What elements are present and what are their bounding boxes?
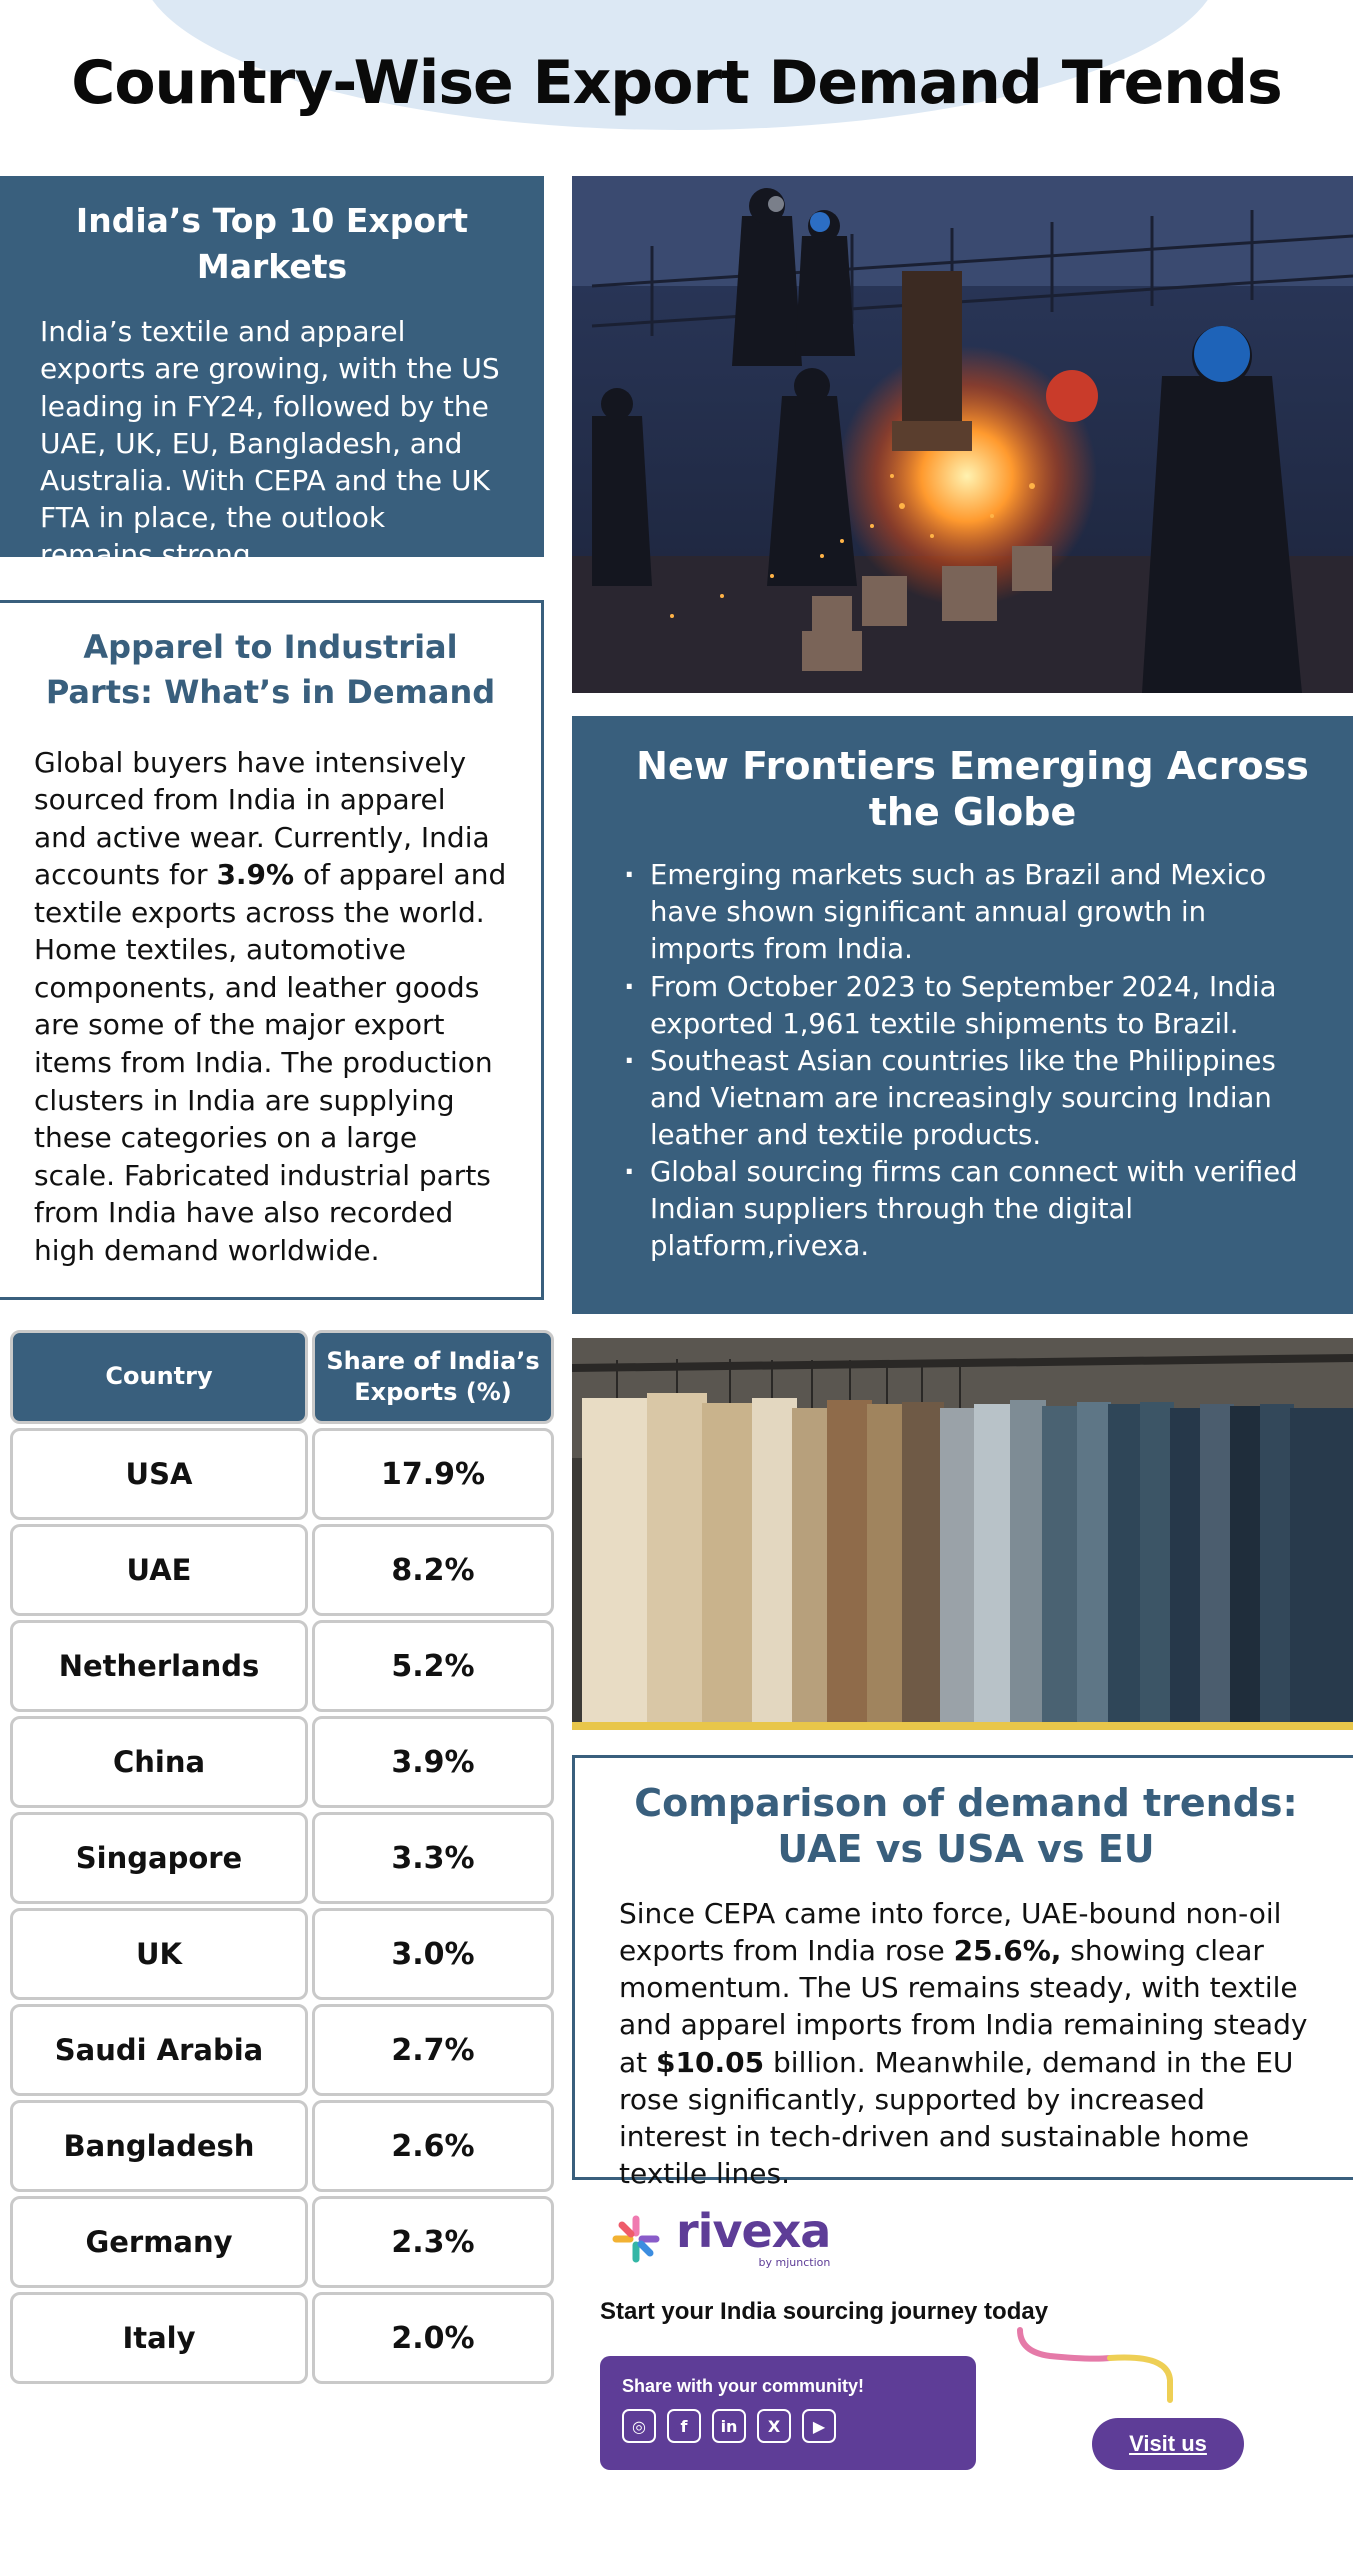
table-row — [10, 1716, 554, 1808]
country-cell: UAE — [10, 1524, 308, 1616]
comparison-panel — [572, 1755, 1353, 2191]
table-row — [10, 2004, 554, 2096]
share-cell: 17.9% — [312, 1428, 554, 1520]
export-share-table — [10, 1330, 554, 2388]
table-row — [10, 1428, 554, 1520]
brand-name: rivexa — [676, 2204, 831, 2258]
table-row — [10, 1524, 554, 1616]
list-item: · Emerging markets such as Brazil and Mexico have shown significant annual growth in imports from India. — [622, 857, 1313, 968]
country-cell: China — [10, 1716, 308, 1808]
apparel-heading: Apparel to Industrial Parts: What’s in Demand — [45, 628, 496, 712]
instagram-icon[interactable]: ◎ — [622, 2409, 656, 2443]
comparison-heading: Comparison of demand trends: UAE vs USA vs EU — [634, 1781, 1298, 1872]
table-row — [10, 1812, 554, 1904]
table-row — [10, 2100, 554, 2192]
page-title: Country-Wise Export Demand Trends — [71, 48, 1282, 118]
youtube-icon[interactable]: ▶ — [802, 2409, 836, 2443]
share-cell: 8.2% — [312, 1524, 554, 1616]
country-cell: Germany — [10, 2196, 308, 2288]
country-cell: USA — [10, 1428, 308, 1520]
apparel-body: Global buyers have intensively sourced from India in apparel and active wear. Currently, India accounts for 3.9% of apparel and textile exports across the world. Home textiles, automotive components, and leather goods are some of the major export items from India. The production clusters in India are supplying these categories on a large scale. Fabricated industrial parts from India have also recorded high demand worldwide. — [34, 745, 507, 1267]
foundry-workers-photo — [572, 176, 1353, 693]
list-item: · From October 2023 to September 2024, India exported 1,961 textile shipments to Brazil. — [622, 969, 1313, 1043]
decorative-squiggle — [1014, 2326, 1184, 2416]
frontiers-list — [622, 857, 1313, 1265]
table-header-row — [10, 1330, 554, 1424]
share-cell: 2.6% — [312, 2100, 554, 2192]
country-cell: Saudi Arabia — [10, 2004, 308, 2096]
share-cell: 3.9% — [312, 1716, 554, 1808]
share-title: Share with your community! — [622, 2376, 865, 2396]
country-cell: Italy — [10, 2292, 308, 2384]
rivexa-logo[interactable] — [608, 2204, 831, 2269]
top-markets-heading: India’s Top 10 Export Markets — [75, 201, 469, 286]
uae-growth-value: 25.6%, — [953, 1933, 1062, 1967]
list-item: · Global sourcing firms can connect with verified Indian suppliers through the digital platform,rivexa. — [622, 1154, 1313, 1265]
share-cell: 2.7% — [312, 2004, 554, 2096]
share-cell: 2.0% — [312, 2292, 554, 2384]
top-markets-panel — [0, 176, 544, 572]
comparison-body: Since CEPA came into force, UAE-bound non-oil exports from India rose 25.6%, showing clear momentum. The US remains steady, with textile and apparel imports from India remaining steady at $10.05 billion. Meanwhile, demand in the EU rose significantly, supported by increased interest in tech-driven and sustainable home textile lines. — [619, 1896, 1308, 2191]
share-cell: 5.2% — [312, 1620, 554, 1712]
country-cell: Netherlands — [10, 1620, 308, 1712]
column-header-share: Share of India’s Exports (%) — [312, 1330, 554, 1424]
frontiers-heading: New Frontiers Emerging Across the Globe — [636, 744, 1309, 834]
column-header-country: Country — [10, 1330, 308, 1424]
share-cell: 3.0% — [312, 1908, 554, 2000]
country-cell: UK — [10, 1908, 308, 2000]
share-box — [600, 2356, 976, 2470]
apparel-demand-panel — [0, 600, 544, 1300]
tagline: Start your India sourcing journey today — [600, 2298, 1049, 2325]
share-cell: 2.3% — [312, 2196, 554, 2288]
table-row — [10, 1908, 554, 2000]
brand-subtitle: by mjunction — [758, 2256, 831, 2269]
visit-us-button[interactable]: Visit us — [1092, 2418, 1244, 2470]
clothes-rack-photo — [572, 1338, 1353, 1730]
apparel-highlight: 3.9% — [216, 858, 295, 892]
new-frontiers-panel — [572, 716, 1353, 1314]
rivexa-logo-icon — [608, 2211, 664, 2267]
list-item: · Southeast Asian countries like the Philippines and Vietnam are increasingly sourcing Indian leather and textile products. — [622, 1043, 1313, 1154]
country-cell: Bangladesh — [10, 2100, 308, 2192]
x-icon[interactable]: X — [757, 2409, 791, 2443]
table-row — [10, 2196, 554, 2288]
table-row — [10, 1620, 554, 1712]
linkedin-icon[interactable]: in — [712, 2409, 746, 2443]
facebook-icon[interactable]: f — [667, 2409, 701, 2443]
table-row — [10, 2292, 554, 2384]
top-markets-body: India’s textile and apparel exports are growing, with the US leading in FY24, followed by the UAE, UK, EU, Bangladesh, and Australia. With CEPA and the UK FTA in place, the outlook remains strong. — [40, 315, 500, 572]
us-imports-value: $10.05 — [656, 2045, 765, 2079]
social-icons — [622, 2409, 954, 2443]
country-cell: Singapore — [10, 1812, 308, 1904]
share-cell: 3.3% — [312, 1812, 554, 1904]
